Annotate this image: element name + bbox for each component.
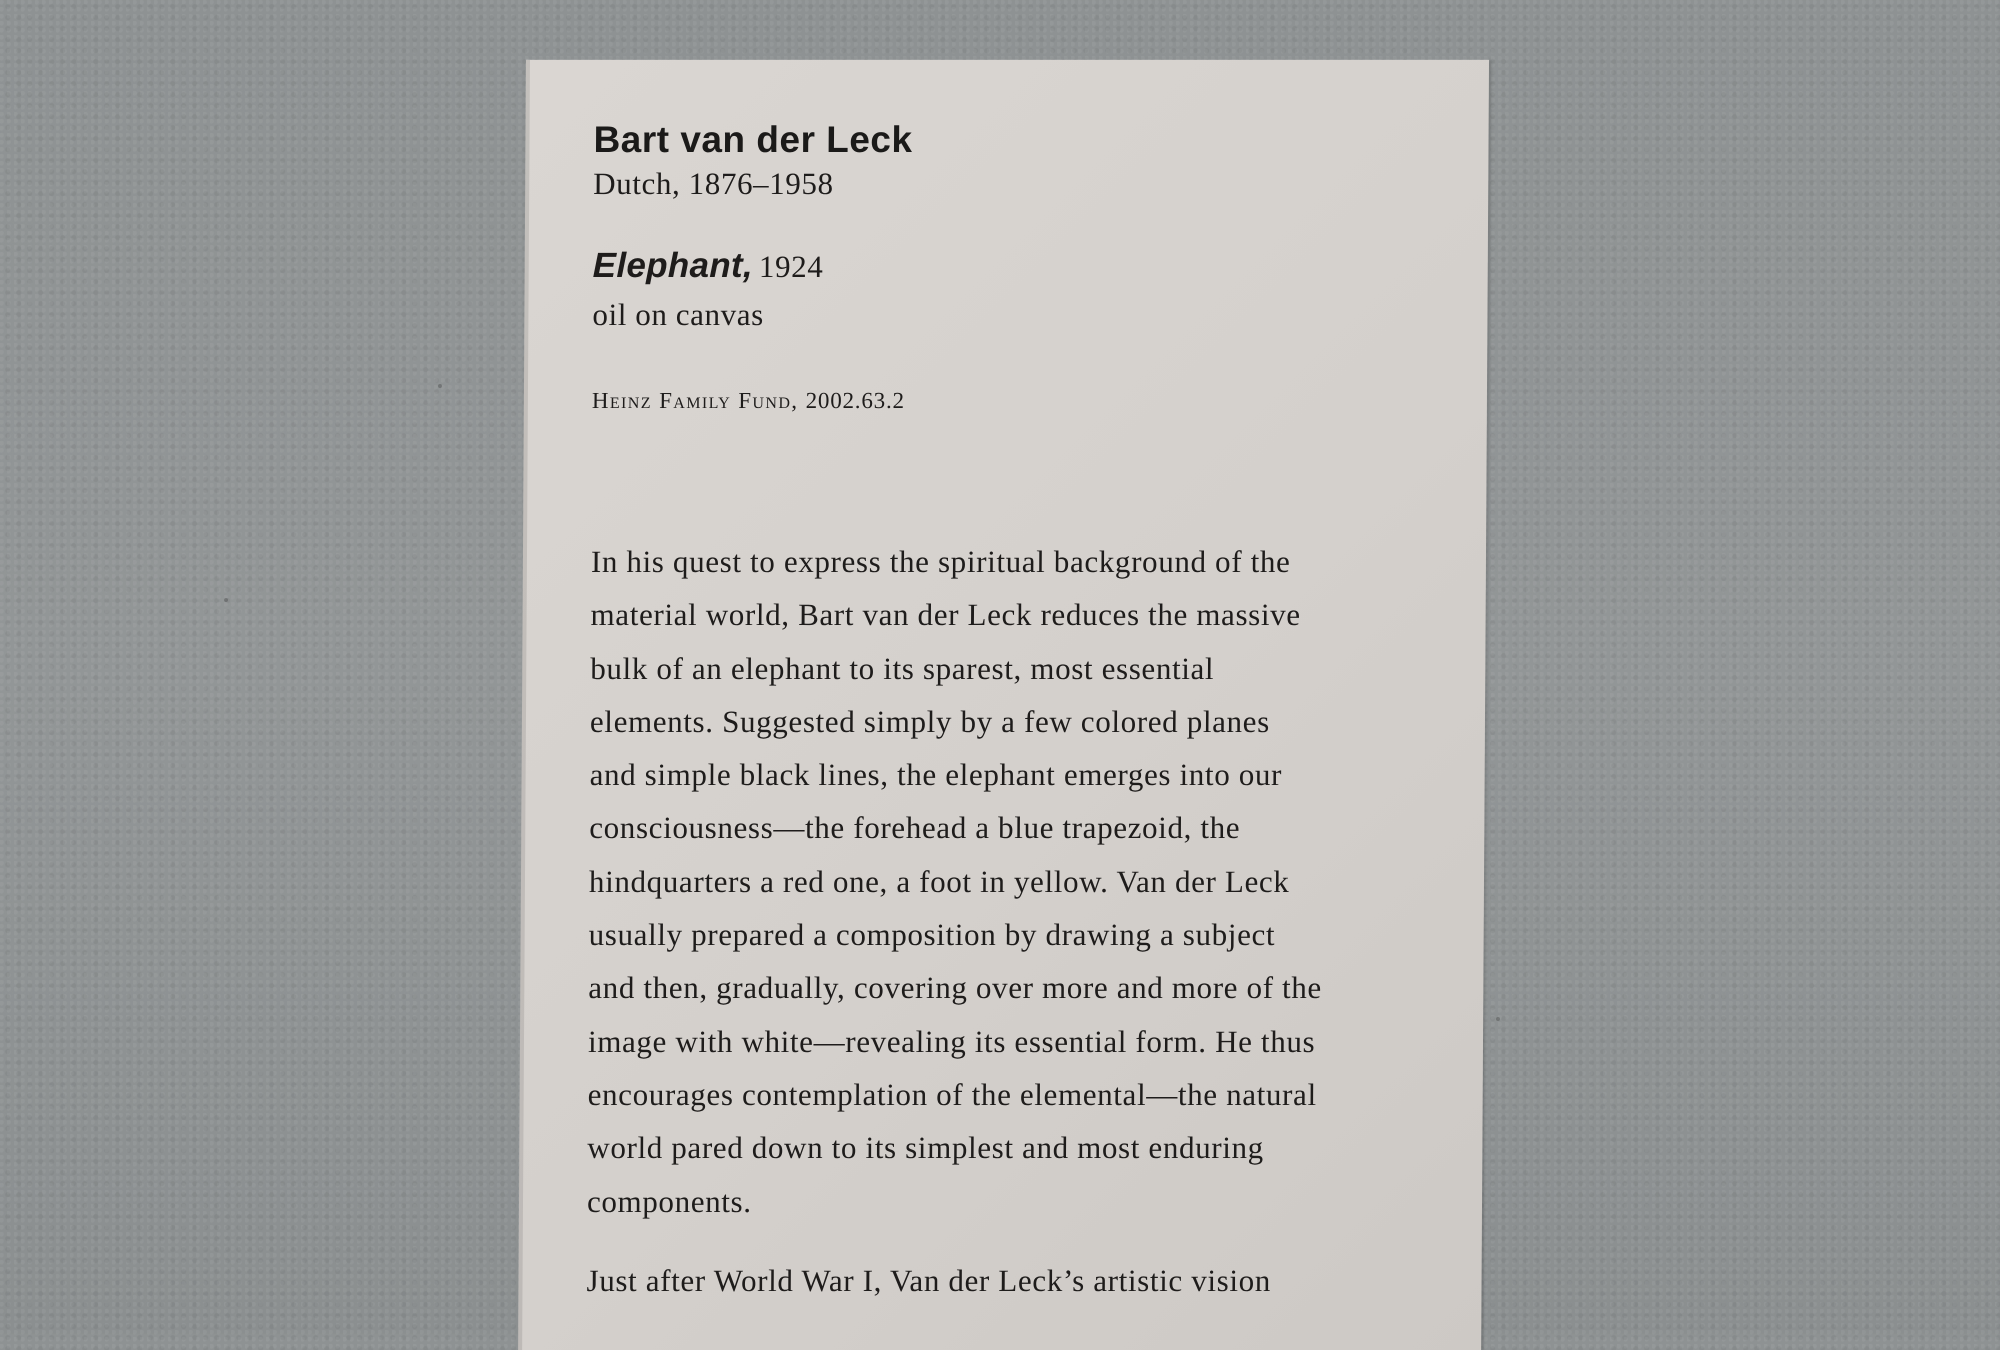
text-line: encourages contemplation of the elemental—the natural (587, 1076, 1317, 1112)
artist-nationality-dates: Dutch, 1876–1958 (593, 166, 834, 201)
description-paragraph (586, 1254, 1456, 1307)
accession-number: 2002.63.2 (805, 388, 905, 413)
text-line: Just after World War I, Van der Leck’s artistic vision (586, 1262, 1272, 1298)
text-line: In his quest to express the spiritual background of the (590, 544, 1291, 579)
text-line: and simple black lines, the elephant emerges into our (589, 757, 1283, 793)
text-line: elements. Suggested simply by a few colored planes (589, 703, 1270, 739)
artwork-medium: oil on canvas (592, 297, 764, 332)
text-line: components. (586, 1183, 752, 1219)
text-line: hindquarters a red one, a foot in yellow. Van der Leck (588, 863, 1290, 899)
description-paragraph (587, 535, 1461, 1228)
wall-speck (1496, 1017, 1500, 1021)
artist-name: Bart van der Leck (593, 119, 913, 160)
text-line: usually prepared a composition by drawing a subject (588, 917, 1276, 953)
credit-line (592, 385, 1462, 417)
artwork-year: 1924 (758, 249, 824, 284)
text-line: image with white—revealing its essential form. He thus (587, 1023, 1316, 1059)
text-line: consciousness—the forehead a blue trapezoid, the (589, 810, 1241, 846)
wall-speck (224, 598, 228, 602)
credit-fund: Heinz Family Fund, (591, 388, 799, 413)
text-line: material world, Bart van der Leck reduces the massive (590, 597, 1301, 633)
wall-speck (438, 384, 442, 388)
text-line: bulk of an elephant to its sparest, most essential (590, 650, 1215, 686)
label-description (586, 535, 1461, 1307)
text-line: world pared down to its simplest and most enduring (587, 1130, 1265, 1166)
artwork-title-line (593, 244, 1463, 295)
text-line: and then, gradually, covering over more and more of the (588, 970, 1323, 1006)
wall-label-card (518, 60, 1489, 1350)
label-content (586, 116, 1463, 1333)
artwork-title: Elephant, (592, 246, 754, 285)
